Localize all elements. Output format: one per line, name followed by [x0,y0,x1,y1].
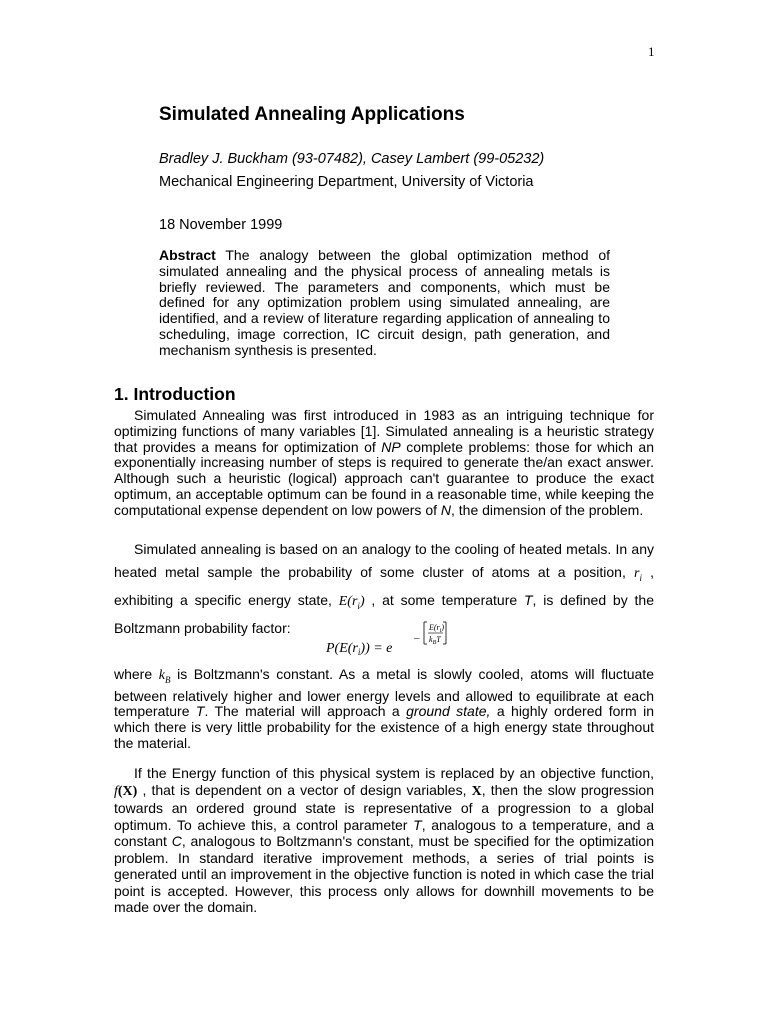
n-term: N [440,501,452,518]
c-term: C [171,833,182,849]
text-run: , at some temperature [364,591,524,608]
page-number: 1 [648,44,655,59]
text-run: Simulated annealing is based on an analogy to the cooling of heated metals. In any heated metal sample the probability of some cluster of atoms at a position, [114,541,654,580]
text-run: If the Energy function of this physical system is replaced by an objective function, [134,765,654,781]
text-run: , is defined by the Boltzmann probability factor: [114,591,654,637]
t-term: T [413,816,422,833]
abstract-label: Abstract [159,247,216,263]
text-run: , exhibiting a specific energy state, [114,563,655,608]
abstract-text: The analogy between the global optimization method of simulated annealing and the physical process of annealing metals is briefly reviewed. The parameters and components, which must be defined for any optimization problem using simulated annealing, are identified, and a review of literature regarding application of annealing to scheduling, image correction, IC circuit design, path generation, and mechanism synthesis is presented. [159,247,610,358]
text-run: , then the slow progression towards an ordered ground state is representative of a progression to a global optimum. To achieve this, a control parameter [114,781,654,833]
paper-date: 18 November 1999 [159,217,283,233]
text-run: a highly ordered form in which there is very little probability for the existence of a high energy state throughout the material. [114,703,655,751]
t-term: T [195,703,205,720]
fx-symbol: (X) [117,783,138,799]
intro-paragraph-1 [114,408,654,519]
text-run: . The material will approach a [204,703,407,720]
energy-symbol: $E(r_i)$ [338,593,365,611]
np-term: NP [381,438,401,455]
intro-paragraph-4 [114,765,654,916]
paper-title: Simulated Annealing Applications [159,104,465,125]
intro-paragraph-3 [114,667,654,752]
abstract [159,248,610,359]
text-run: Simulated Annealing was first introduced in 1983 as an intriguing technique for optimizing functions of many variables [1]. Simulated annealing is a heuristic strategy that provides a means for optimization of [114,407,654,455]
text-run: where [114,666,159,682]
affiliation: Mechanical Engineering Department, University of Victoria [159,174,534,190]
text-run: complete problems: those for which an exponentially increasing number of steps is required to generate the/an exact answer. Although such a heuristic (logical) approach can't guarantee to produce the exact optimum, an acceptable optimum can be found in a reasonable time, while keeping the computational expense dependent on low powers of [114,438,654,518]
section-heading: 1. Introduction [114,384,236,404]
text-run: , the dimension of the problem. [451,501,644,518]
x-symbol: X [471,783,482,799]
t-term: T [523,591,533,608]
formula-minus: – [414,632,420,644]
formula-lhs: $P(E(r_i)) = e$ [326,641,393,657]
kb-symbol: $k_B$ [158,668,171,685]
f-symbol: f [114,783,118,799]
formula-numerator: $E(r_i)$ [429,623,445,634]
boltzmann-formula [326,620,456,660]
text-run: , analogous to Boltzmann's constant, must be specified for the optimization problem. In standard iterative improvement methods, a series of trial points is generated until an improvement in the objective function is noted in which case the trial point is accepted. However, this process only allows for downhill movements to be made over the domain. [114,833,654,915]
ground-state-term: ground state, [406,703,491,720]
text-run: , analogous to a temperature, and a constant [114,816,654,849]
text-run: is Boltzmann's constant. As a metal is slowly cooled, atoms will fluctuate between relatively higher and lower energy levels and allowed to equilibrate at each temperature [114,666,654,720]
text-run: , that is dependent on a vector of design variables, [137,781,472,798]
authors: Bradley J. Buckham (93-07482), Casey Lambert (99-05232) [159,151,545,167]
r-symbol: $r_i$ [634,565,642,583]
formula-denominator: $k_BT$ [429,635,441,646]
